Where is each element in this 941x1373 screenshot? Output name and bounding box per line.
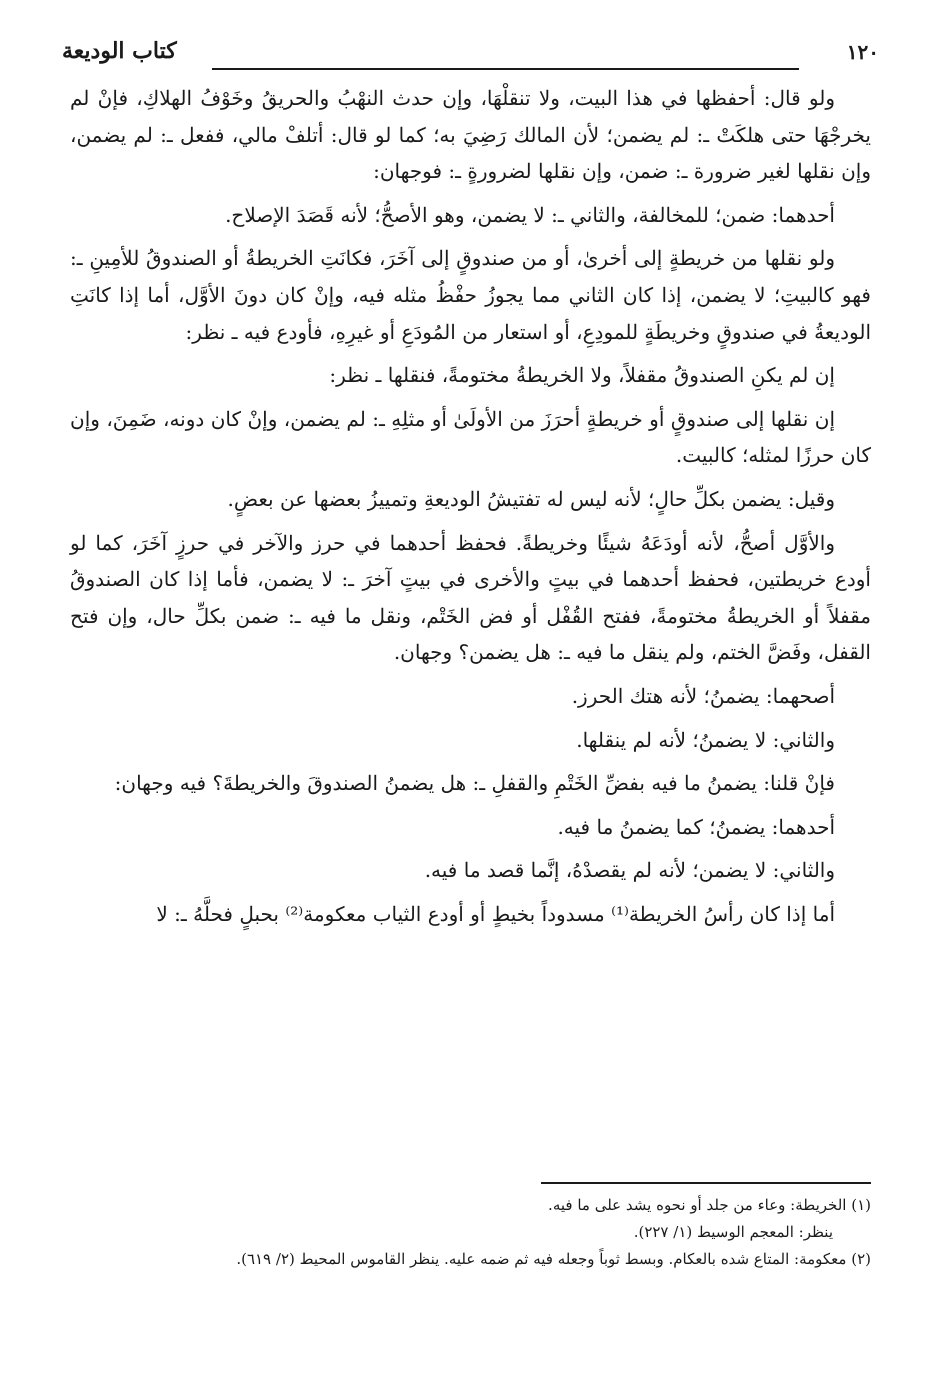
paragraph: والثاني: لا يضمن؛ لأنه لم يقصدْهُ، إنَّما قصد ما فيه. (424, 858, 835, 883)
footnote: (٢) معكومة: المتاع شده بالعكام. وبسط ثوباً وجعله فيه ثم ضمه عليه. ينظر القاموس المحيط (٢/ ٦١٩). (236, 1250, 871, 1268)
paragraph: أحدهما: يضمنُ؛ كما يضمنُ ما فيه. (557, 814, 835, 839)
paragraph: والثاني: لا يضمنُ؛ لأنه لم ينقلها. (576, 727, 835, 752)
paragraph: أما إذا كان رأسُ الخريطة⁽¹⁾ مسدوداً بخيطٍ أو أودع الثياب معكومة⁽²⁾ بحبلٍ فحلَّهُ ـ: لا (156, 901, 835, 926)
paragraph: وقيل: يضمن بكلِّ حالٍ؛ لأنه ليس له تفتيشُ الوديعةِ وتمييزُ بعضها عن بعضٍ. (227, 486, 835, 511)
footnote-continuation: ينظر: المعجم الوسيط (١/ ٢٢٧). (633, 1223, 833, 1241)
paragraph: أحدهما: ضمن؛ للمخالفة، والثاني ـ: لا يضمن، وهو الأصحُّ؛ لأنه قَصَدَ الإصلاح. (225, 202, 835, 227)
paragraph: والأوَّل أصحُّ، لأنه أودَعَهُ شيئًا وخريطةً. فحفظ أحدهما في حرز والآخر في حرزٍ آخَرَ، كما لو أودع خريطتين، فحفظ أحدهما في بيتٍ والأخرى في بيتٍ آخرَ ـ: لا يضمن، فأما إذا كان الصندوقُ مقفلاً أو الخريطةُ مختومةً، ففتح القُفْل أو فض الخَتْم، ونقل ما فيه ـ: ضمن بكلِّ حال، وإن فتح القفل، وفَضَّ الختم، ولم ينقل ما فيه ـ: هل يضمن؟ وجهان. (70, 530, 871, 665)
paragraph: فإنْ قلنا: يضمنُ ما فيه بفضِّ الخَتْمِ والقفلِ ـ: هل يضمنُ الصندوقَ والخريطةَ؟ فيه وجهان: (114, 771, 835, 796)
main-text (70, 80, 871, 939)
paragraph: ولو نقلها من خريطةٍ إلى أخرىٰ، أو من صندوقٍ إلى آخَرَ، فكانَتِ الخريطةُ أو الصندوقُ للأمِينِ ـ: فهو كالبيتِ؛ لا يضمن، إذا كان الثاني مما يجوزُ حفْظُ مثله فيه، وإنْ كان دونَ الأوَّل، أما إذا كانَتِ الوديعةُ في صندوقٍ وخريطَةٍ للمودِعِ، أو استعار من المُودَعِ أو غيرِهِ، فأودع فيه ـ نظر: (70, 246, 871, 344)
page-header (62, 38, 879, 82)
footnote-rule (541, 1182, 871, 1184)
page-number: ١٢٠ (846, 40, 879, 64)
paragraph: إن نقلها إلى صندوقٍ أو خريطةٍ أحرَزَ من الأولَىٰ أو مثلِهِ ـ: لم يضمن، وإنْ كان دونه، ضَمِنَ، وإن كان حرزًا لمثله؛ كالبيت. (70, 406, 871, 468)
footnote: (١) الخريطة: وعاء من جلد أو نحوه يشد على ما فيه. (548, 1196, 871, 1214)
paragraph: ولو قال: أحفظها في هذا البيت، ولا تنقلْهَا، وإن حدث النهْبُ والحريقُ وخَوْفُ الهلاكِ، فإنْ لم يخرجْهَا حتى هلكَتْ ـ: لم يضمن؛ لأن المالك رَضِيَ به؛ كما لو قال: أتلفْ مالي، ففعل ـ: لم يضمن، وإن نقلها لغير ضرورة ـ: ضمن، وإن نقلها لضرورةٍ ـ: فوجهان: (70, 86, 871, 184)
header-rule (212, 68, 799, 70)
book-title: كتاب الوديعة (62, 38, 177, 64)
paragraph: إن لم يكنِ الصندوقُ مقفلاً، ولا الخريطةُ مختومةً، فنقلها ـ نظر: (329, 363, 835, 388)
footnotes (70, 1192, 871, 1273)
paragraph: أصحهما: يضمنُ؛ لأنه هتك الحرز. (571, 683, 835, 708)
